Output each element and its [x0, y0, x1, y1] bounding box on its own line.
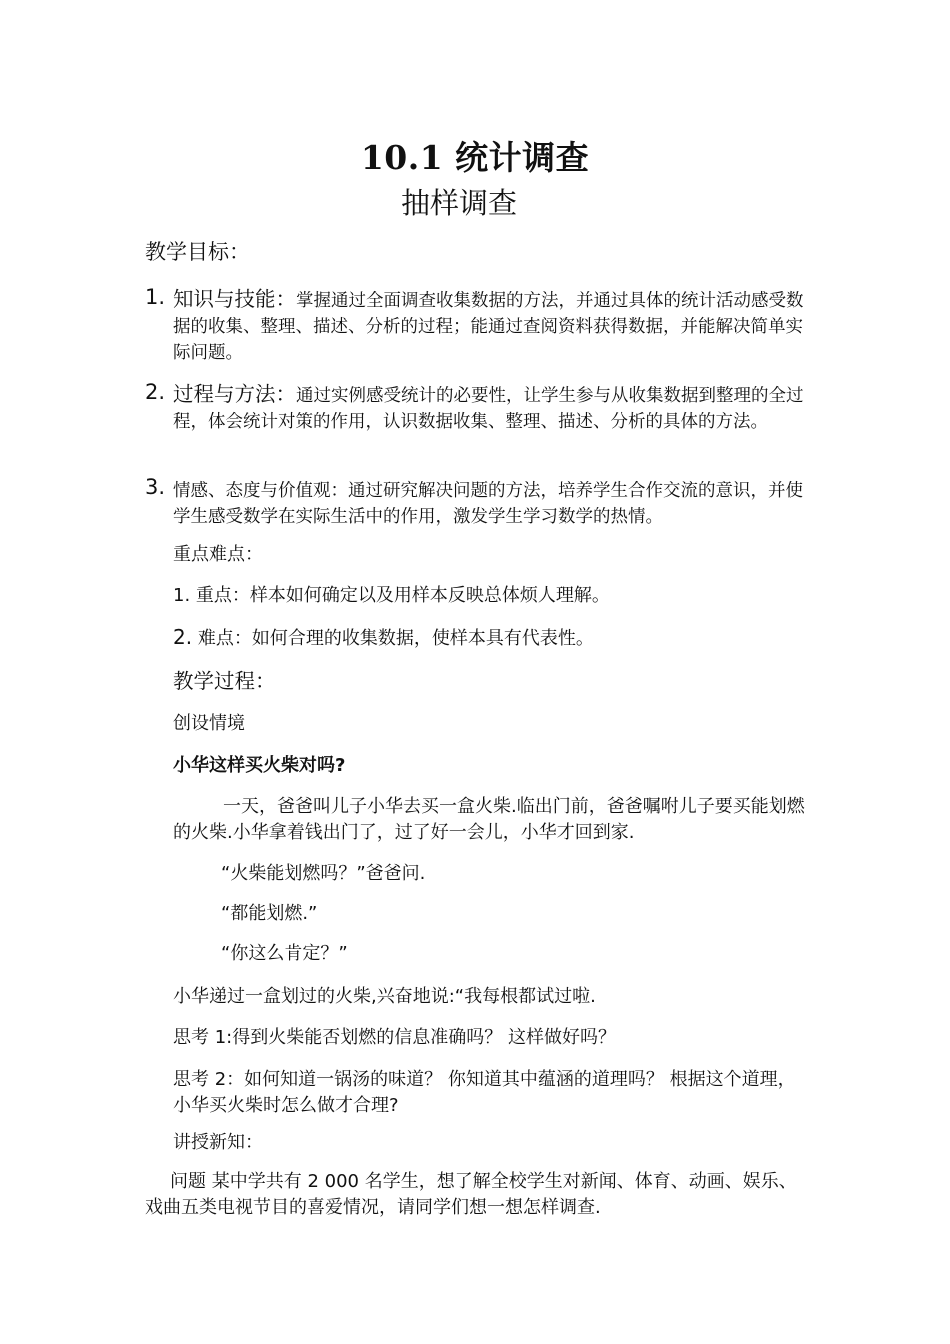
objective-text: 情感、态度与价值观：通过研究解决问题的方法，培养学生合作交流的意识，并使学生感受数学在实际生活中的作用，激发学生学习数学的热情。 — [173, 481, 803, 527]
objective-body — [173, 286, 815, 366]
new-knowledge-heading: 讲授新知： — [173, 1132, 263, 1153]
objective-item — [145, 476, 815, 530]
story-title: 小华这样买火柴对吗? — [173, 755, 346, 776]
key-point-text: 重点：样本如何确定以及用样本反映总体烦人理解。 — [195, 585, 610, 606]
key-point-number: 1. — [173, 585, 191, 606]
objective-lead: 知识与技能： — [173, 287, 296, 311]
objective-body — [173, 381, 815, 435]
dialog-line: “都能划燃.” — [221, 903, 318, 924]
process-heading: 教学过程： — [173, 669, 276, 693]
key-point-item — [173, 624, 813, 652]
objective-number: 2. — [145, 380, 166, 404]
page-subtitle: 抽样调查 — [400, 186, 517, 220]
dialog-line: “你这么肯定？” — [221, 943, 348, 964]
key-point-text: 难点：如何合理的收集数据，使样本具有代表性。 — [197, 628, 594, 649]
objective-lead: 过程与方法： — [173, 382, 296, 406]
objective-text: 掌握通过全面调查收集数据的方法，并通过具体的统计活动感受数据的收集、整理、描述、分析的过程；能通过查阅资料获得数据，并能解决简单实际问题。 — [173, 291, 804, 363]
scenario-heading: 创设情境 — [173, 713, 245, 734]
problem-paragraph: 问题 某中学共有 2 000 名学生，想了解全校学生对新闻、体育、动画、娱乐、戏曲五类电视节目的喜爱情况，请同学们想一想怎样调查. — [145, 1171, 797, 1218]
story-paragraph: 一天，爸爸叫儿子小华去买一盒火柴.临出门前，爸爸嘱咐儿子要买能划燃的火柴.小华拿着钱出门了，过了好一会儿，小华才回到家. — [173, 796, 805, 843]
key-points-heading: 重点难点： — [173, 544, 263, 565]
think-question-2: 思考 2：如何知道一锅汤的味道？ 你知道其中蕴涵的道理吗？ 根据这个道理，小华买火柴时怎么做才合理? — [173, 1069, 796, 1116]
objective-item — [145, 286, 815, 366]
objective-item — [145, 381, 815, 435]
objectives-heading: 教学目标： — [145, 240, 250, 264]
key-point-number: 2. — [173, 625, 193, 649]
key-point-item — [173, 583, 813, 609]
page-title: 10.1 统计调查 — [360, 138, 590, 177]
story-ending: 小华递过一盒划过的火柴,兴奋地说:“我每根都试过啦. — [173, 986, 596, 1007]
objective-number: 3. — [145, 475, 166, 499]
objective-text: 通过实例感受统计的必要性，让学生参与从收集数据到整理的全过程，体会统计对策的作用，认识数据收集、整理、描述、分析的具体的方法。 — [173, 386, 804, 432]
objective-number: 1. — [145, 285, 166, 309]
dialog-line: “火柴能划燃吗？”爸爸问. — [221, 863, 426, 884]
objective-body — [173, 476, 815, 530]
think-question-1: 思考 1:得到火柴能否划燃的信息准确吗？ 这样做好吗？ — [173, 1027, 616, 1048]
